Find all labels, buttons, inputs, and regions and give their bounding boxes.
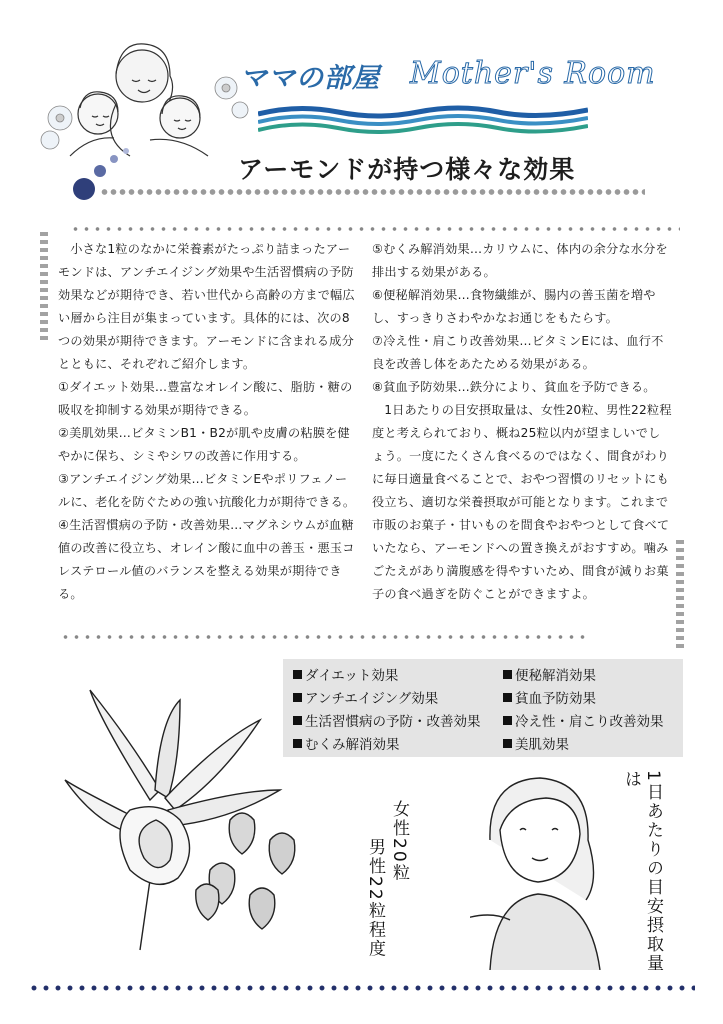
corner-title-english: Mother's Room [410, 56, 656, 91]
male-amount-label: 男性22粒程度 [365, 838, 385, 959]
right-text-column [372, 238, 672, 606]
corner-title: ママの部屋 [240, 63, 380, 94]
summary-item: 貧血予防効果 [503, 687, 596, 707]
effect-constipation: ⑥便秘解消効果…食物繊維が、腸内の善玉菌を増やし、すっきりさわやかなお通じをもたらす。 [372, 288, 656, 325]
left-chain-border [40, 232, 48, 342]
top-dotted-separator [70, 226, 680, 232]
title-underline [100, 188, 645, 196]
intake-paragraph: 1日あたりの目安摂取量は、女性20粒、男性22粒程度と考えられており、概ね25粒以内が望ましいでしょう。一度にたくさん食べるのではなく、間食がわりに毎日適量食べることで、おやつ習慣のリセットにも役立ち、適切な栄養摂取が可能となります。これまで市販のお菓子・甘いものを間食やおやつとして食べていたなら、アーモンドへの置き換えがおすすめ。噛みごたえがあり満腹感を得やすいため、間食が減りお菓子の食べ過ぎを防ぐことができますよ。 [372, 403, 672, 601]
summary-item: アンチエイジング効果 [293, 687, 438, 707]
summary-item: 便秘解消効果 [503, 664, 596, 684]
wave-decoration [258, 100, 588, 140]
effect-circulation: ⑦冷え性・肩こり改善効果…ビタミンEには、血行不良を改善し体をあたためる効果がある。 [372, 334, 664, 371]
summary-item: むくみ解消効果 [293, 733, 400, 753]
summary-item: ダイエット効果 [293, 664, 398, 684]
effect-skin: ②美肌効果…ビタミンB1・B2が肌や皮膚の粘膜を健やかに保ち、シミやシワの改善に作用する。 [58, 426, 350, 463]
mother-children-illustration [30, 28, 260, 158]
article-title: アーモンドが持つ様々な効果 [238, 155, 576, 184]
summary-item: 生活習慣病の予防・改善効果 [293, 710, 481, 730]
effects-summary-box [283, 659, 683, 757]
left-text-column [58, 238, 358, 606]
square-bullet-icon [503, 693, 512, 702]
summary-item: 冷え性・肩こり改善効果 [503, 710, 664, 730]
square-bullet-icon [503, 716, 512, 725]
square-bullet-icon [503, 739, 512, 748]
effect-anemia: ⑧貧血予防効果…鉄分により、貧血を予防できる。 [372, 380, 656, 394]
right-chain-border [676, 540, 684, 650]
daily-amount-label: 1日あたりの目安摂取量は [621, 770, 663, 973]
effect-antiaging: ③アンチエイジング効果…ビタミンEやポリフェノールに、老化を防ぐための強い抗酸化力が期待できる。 [58, 472, 356, 509]
effect-lifestyle-disease: ④生活習慣病の予防・改善効果…マグネシウムが血糖値の改善に役立ち、オレイン酸に血中の善玉・悪玉コレステロール値のバランスを整える効果が期待できる。 [58, 518, 355, 601]
woman-illustration [470, 770, 620, 970]
effect-diet: ①ダイエット効果…豊富なオレイン酸に、脂肪・糖の吸収を抑制する効果が期待できる。 [58, 380, 353, 417]
square-bullet-icon [293, 670, 302, 679]
circle-dots-decoration [70, 145, 140, 205]
effect-swelling: ⑤むくみ解消効果…カリウムに、体内の余分な水分を排出する効果がある。 [372, 242, 668, 279]
almond-plant-illustration [60, 680, 310, 960]
middle-dotted-separator [60, 634, 590, 640]
female-amount-label: 女性20粒 [389, 800, 409, 883]
bottom-dotted-border [28, 984, 695, 992]
intro-paragraph: 小さな1粒のなかに栄養素がたっぷり詰まったアーモンドは、アンチエイジング効果や生活習慣病の予防効果などが期待でき、若い世代から高齢の方まで幅広い層から注目が集まっています。具体的には、次の8つの効果が期待できます。アーモンドに含まれる成分とともに、それぞれご紹介します。 [58, 242, 355, 371]
summary-item: 美肌効果 [503, 733, 569, 753]
square-bullet-icon [503, 670, 512, 679]
